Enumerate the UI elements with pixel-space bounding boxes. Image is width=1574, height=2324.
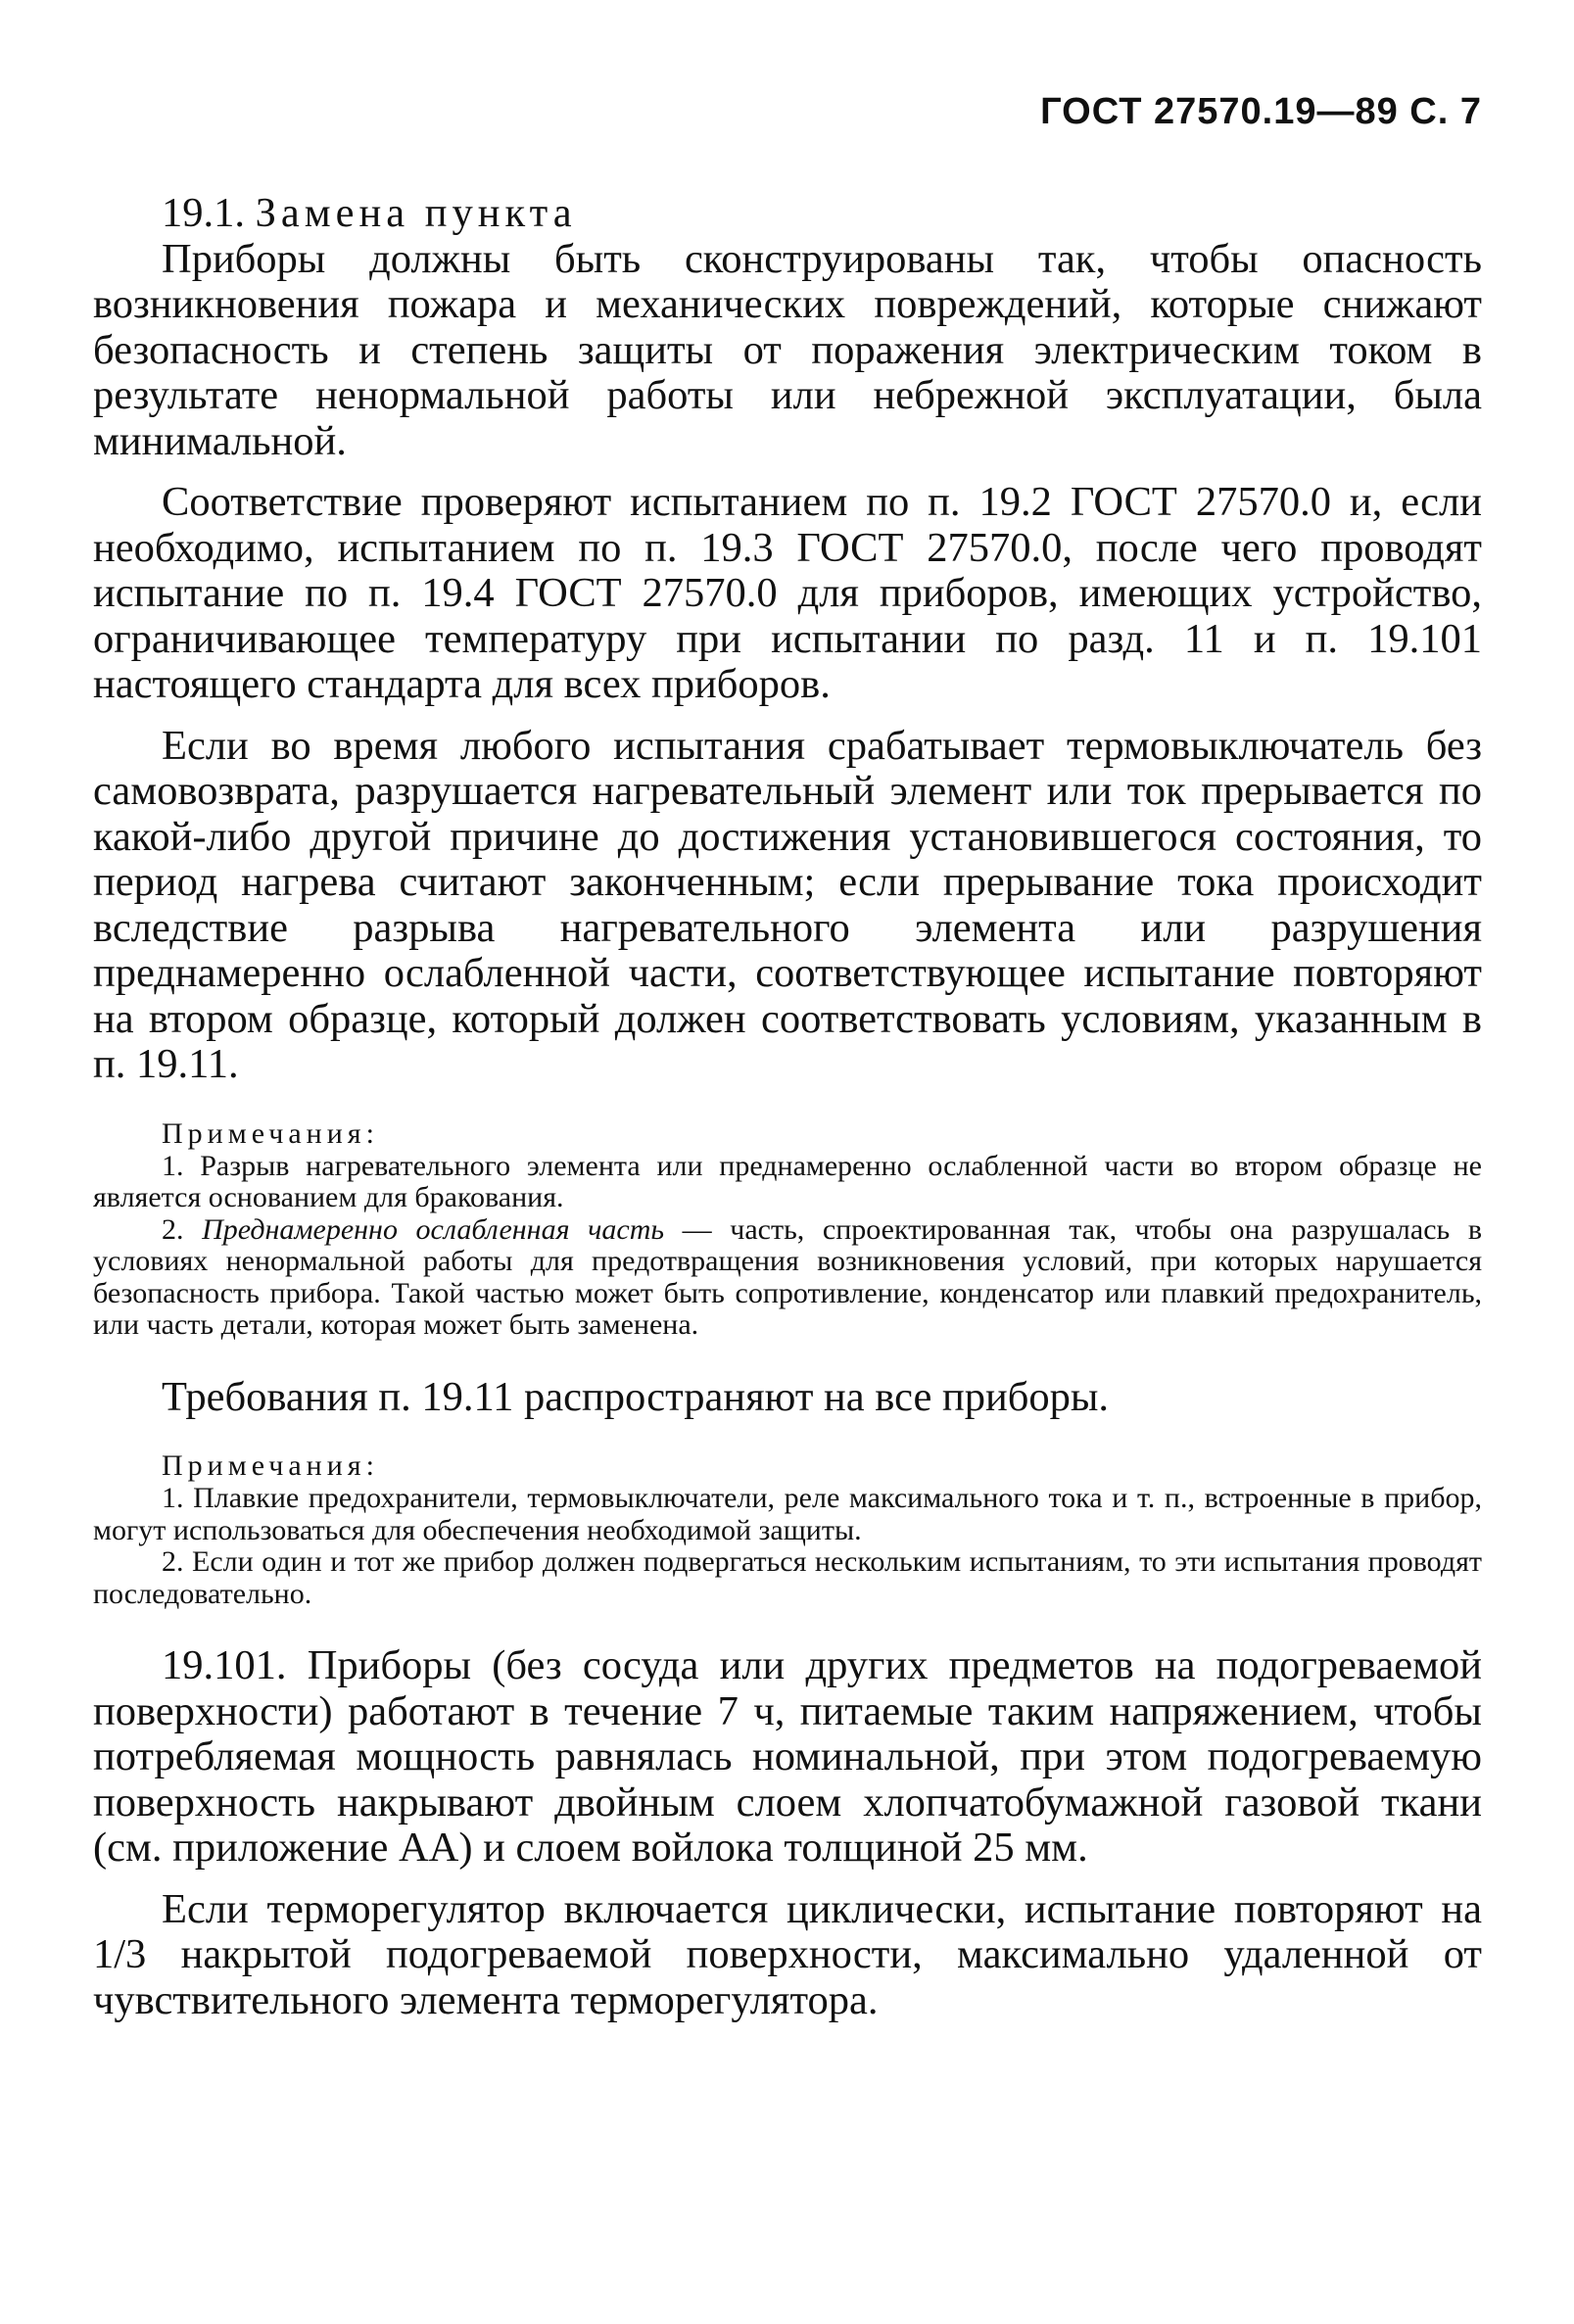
note-2-2: 2. Если один и тот же прибор должен подвергаться нескольким испытаниям, то эти испытания проводят последовательно. [93, 1545, 1482, 1610]
note-1-1: 1. Разрыв нагревательного элемента или преднамеренно ослабленной части во втором образце не является основанием для бракования. [93, 1149, 1482, 1213]
notes-block-1 [93, 1117, 1482, 1342]
requirement-19-11: Требования п. 19.11 распространяют на все приборы. [162, 1373, 1110, 1420]
paragraph-19-1-compliance: Соответствие проверяют испытанием по п. 19.2 ГОСТ 27570.0 и, если необходимо, испытанием по п. 19.3 ГОСТ 27570.0, после чего проводят испытание по п. 19.4 ГОСТ 27570.0 для приборов, имеющих устройство, ограничивающее температуру при испытании по разд. 11 и п. 19.101 настоящего стандарта для всех приборов. [93, 479, 1482, 707]
section-number: 19.1. [162, 190, 245, 236]
note-term: Преднамеренно ослабленная часть [202, 1212, 665, 1246]
paragraph-19-1-interruption: Если во время любого испытания срабатывает термовыключатель без самовозврата, разрушается нагревательный элемент или ток прерывается по какой-либо другой причине до достижения установившегося состояния, то период нагрева считают законченным; если прерывание тока происходит вследствие разрыва нагревательного элемента или разрушения преднамеренно ослабленной части, соответствующее испытание повторяют на втором образце, который должен соответствовать условиям, указанным в п. 19.11. [93, 722, 1482, 1087]
note-2-1: 1. Плавкие предохранители, термовыключатели, реле максимального тока и т. п., встроенные в прибор, могут использоваться для обеспечения необходимой защиты. [93, 1482, 1482, 1546]
paragraph-19-1-requirement: Приборы должны быть сконструированы так, чтобы опасность возникновения пожара и механических повреждений, которые снижают безопасность и степень защиты от поражения электрическим током в результате ненормальной работы или небрежной эксплуатации, была минимальной. [93, 235, 1482, 464]
note-1-2 [93, 1214, 1482, 1342]
note-number: 2. [162, 1212, 203, 1246]
paragraph-19-101-cyclic: Если терморегулятор включается циклически, испытание повторяют на 1/3 накрытой подогреваемой поверхности, максимально удаленной от чувствительного элемента терморегулятора. [93, 1885, 1482, 2023]
notes-title: Примечания: [162, 1449, 379, 1482]
section-heading-19-1 [93, 191, 1482, 237]
notes-title: Примечания: [162, 1116, 379, 1150]
notes-block-2 [93, 1449, 1482, 1610]
note-definition: — часть, спроектированная так, чтобы она разрушалась в условиях ненормальной работы для предотвращения возникновения условий, при которых нарушается безопасность прибора. Такой частью может быть сопротивление, конденсатор или плавкий предохранитель, или часть детали, которая может быть заменена. [93, 1212, 1482, 1341]
page-header: ГОСТ 27570.19—89 С. 7 [1040, 93, 1482, 132]
document-page [93, 93, 1482, 2277]
document-body [93, 191, 1482, 2023]
paragraph-19-101: 19.101. Приборы (без сосуда или других предметов на подогреваемой поверхности) работают в течение 7 ч, питаемые таким напряжением, чтобы потребляемая мощность равнялась номинальной, при этом подогреваемую поверхность накрывают двойным слоем хлопчатобумажной газовой ткани (см. приложение АА) и слоем войлока толщиной 25 мм. [93, 1642, 1482, 1871]
section-title: Замена пункта [255, 190, 577, 236]
